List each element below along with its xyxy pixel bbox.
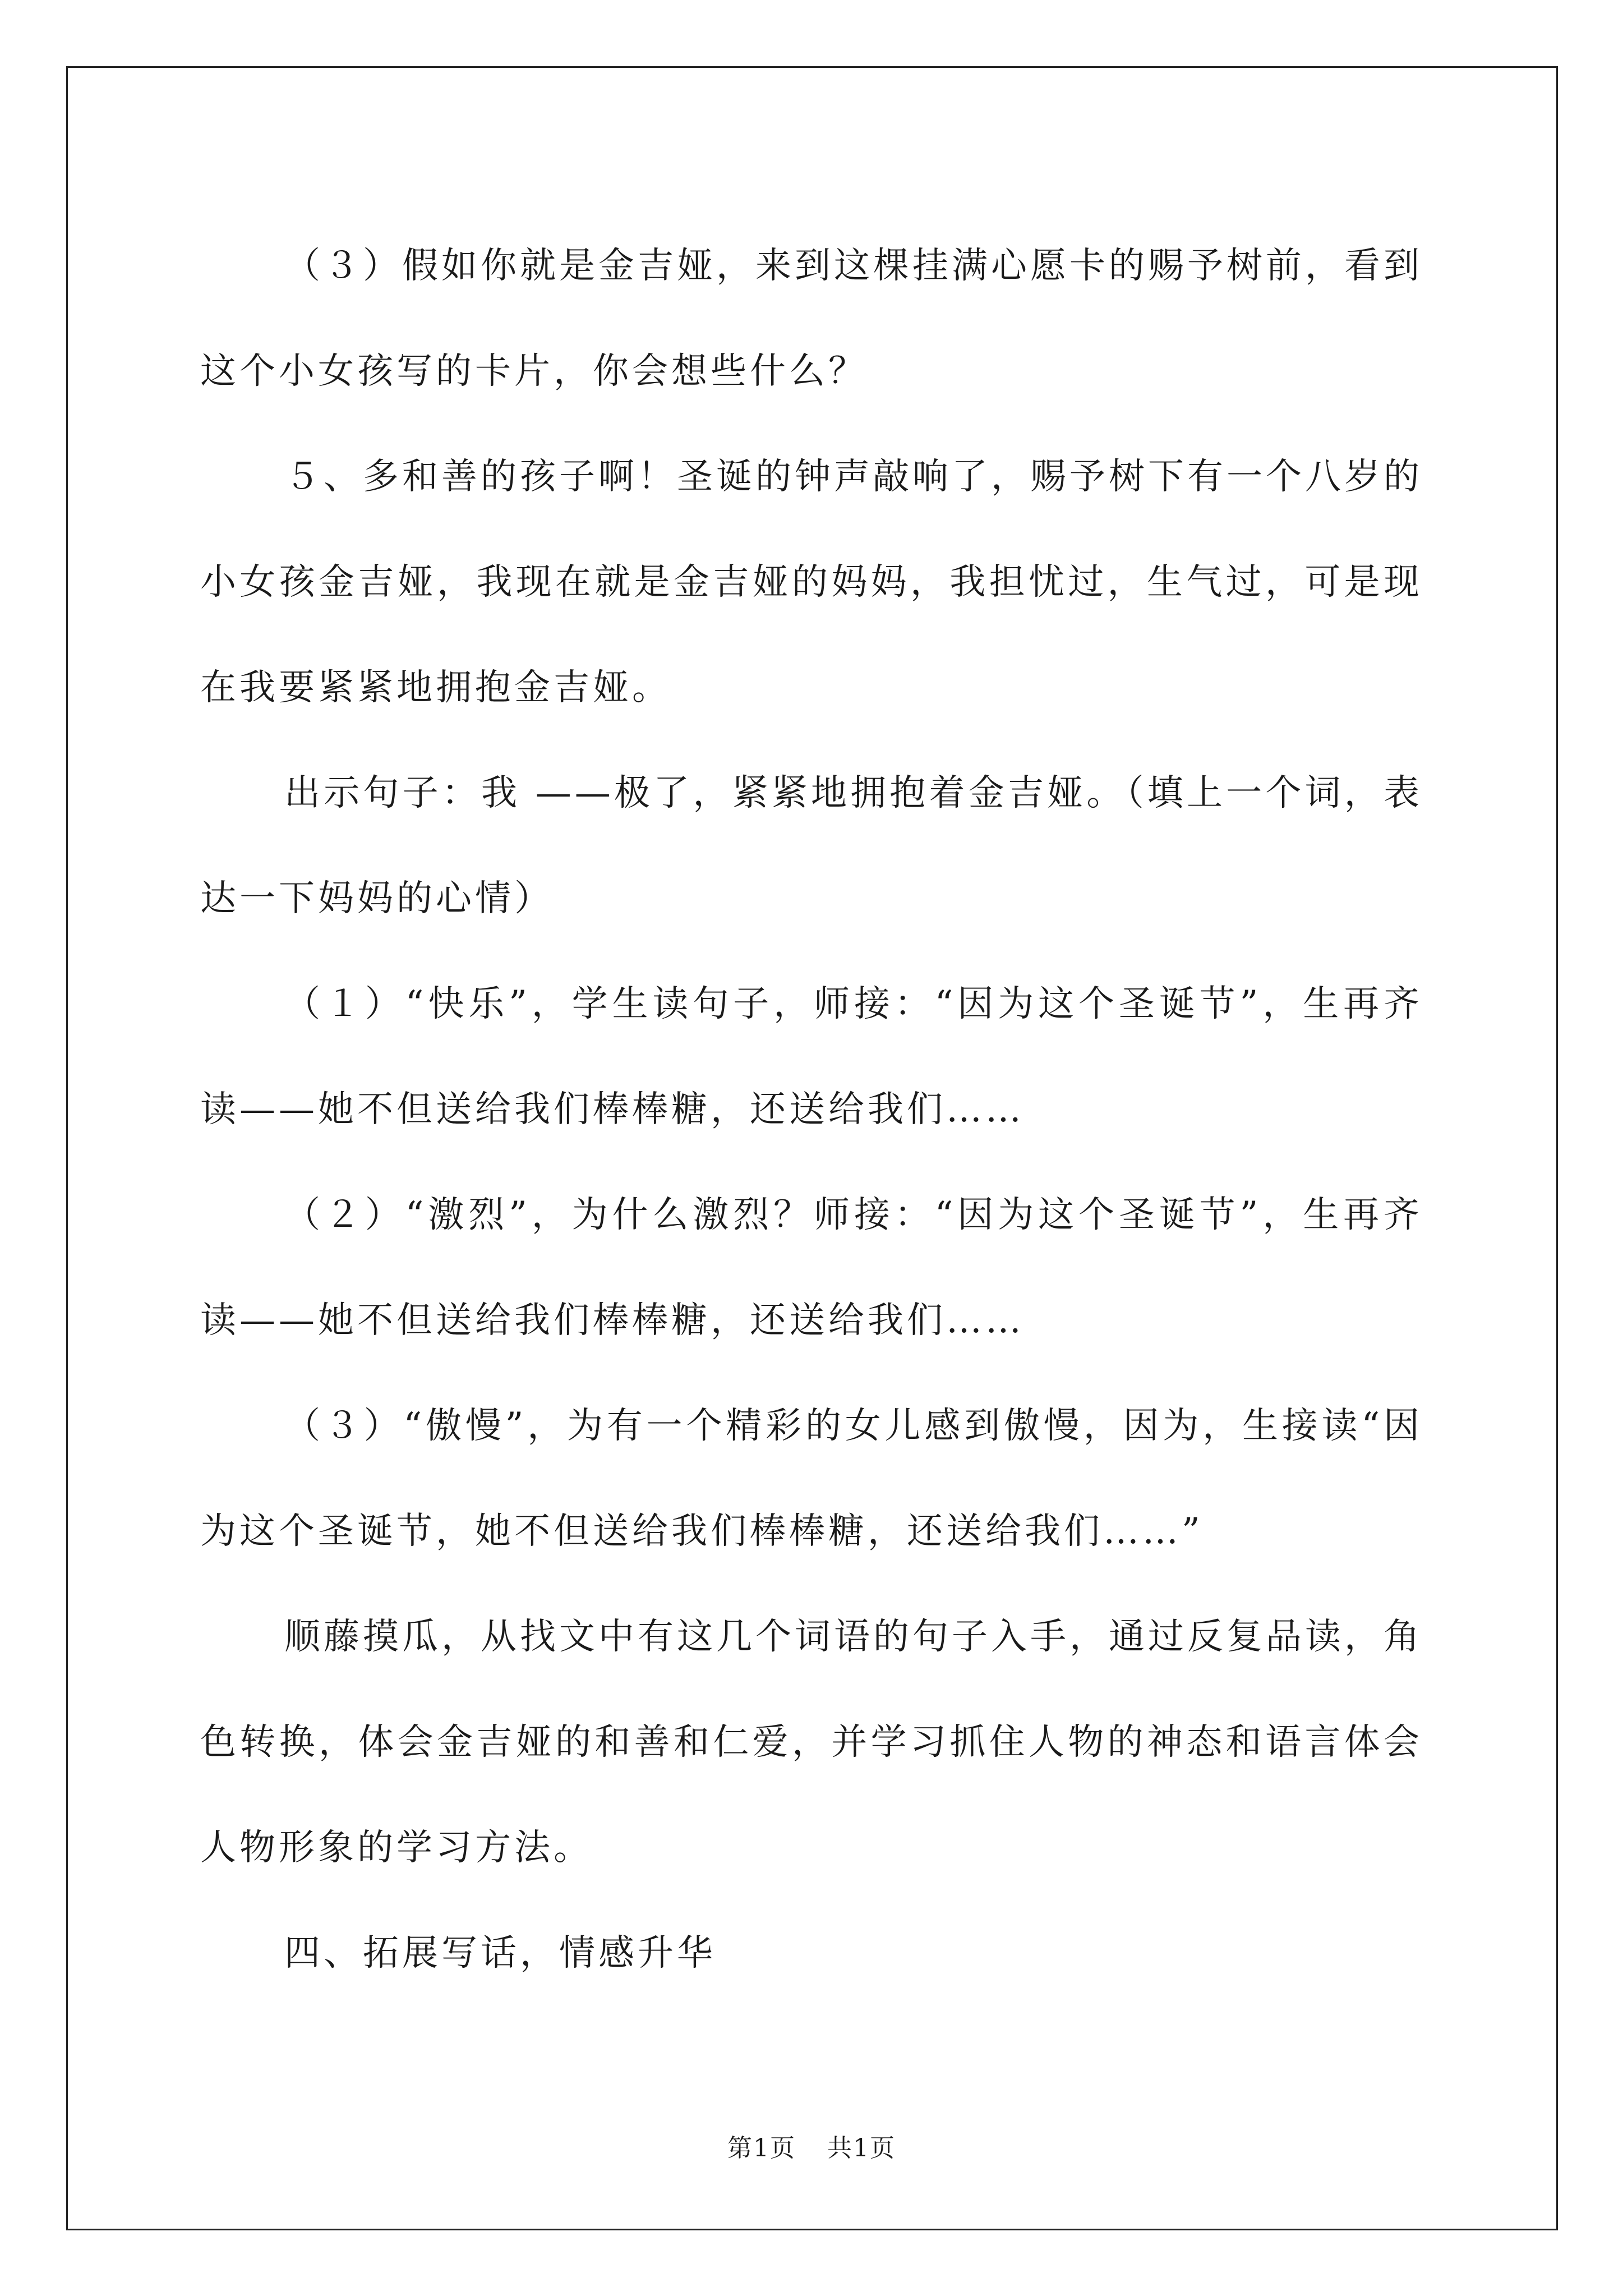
page-number-current: 第1页	[727, 2134, 796, 2162]
paragraph-6: （３）“傲慢”，为有一个精彩的女儿感到傲慢，因为，生接读“因为这个圣诞节，她不但送给我们棒棒糖，还送给我们……”	[200, 1405, 1423, 1552]
page-footer	[0, 2132, 1623, 2165]
paragraph-4: （１）“快乐”，学生读句子，师接：“因为这个圣诞节”，生再齐读——她不但送给我们棒棒糖，还送给我们……	[200, 983, 1423, 1130]
paragraph-8: 四、拓展写话，情感升华	[284, 1932, 716, 1974]
page-number-total: 共1页	[827, 2134, 896, 2162]
paragraph-3: 出示句子：我 ——极了，紧紧地拥抱着金吉娅。（填上一个词，表达一下妈妈的心情）	[200, 772, 1423, 919]
paragraph-2: ５、多和善的孩子啊！圣诞的钟声敲响了，赐予树下有一个八岁的小女孩金吉娅，我现在就是金吉娅的妈妈，我担忧过，生气过，可是现在我要紧紧地拥抱金吉娅。	[200, 456, 1423, 708]
document-body	[200, 213, 1423, 2006]
paragraph-7: 顺藤摸瓜，从找文中有这几个词语的句子入手，通过反复品读，角色转换，体会金吉娅的和善和仁爱，并学习抓住人物的神态和语言体会人物形象的学习方法。	[200, 1616, 1423, 1869]
paragraph-5: （２）“激烈”，为什么激烈？师接：“因为这个圣诞节”，生再齐读——她不但送给我们棒棒糖，还送给我们……	[200, 1194, 1423, 1341]
paragraph-1: （３）假如你就是金吉娅，来到这棵挂满心愿卡的赐予树前，看到这个小女孩写的卡片，你会想些什么？	[200, 245, 1423, 392]
